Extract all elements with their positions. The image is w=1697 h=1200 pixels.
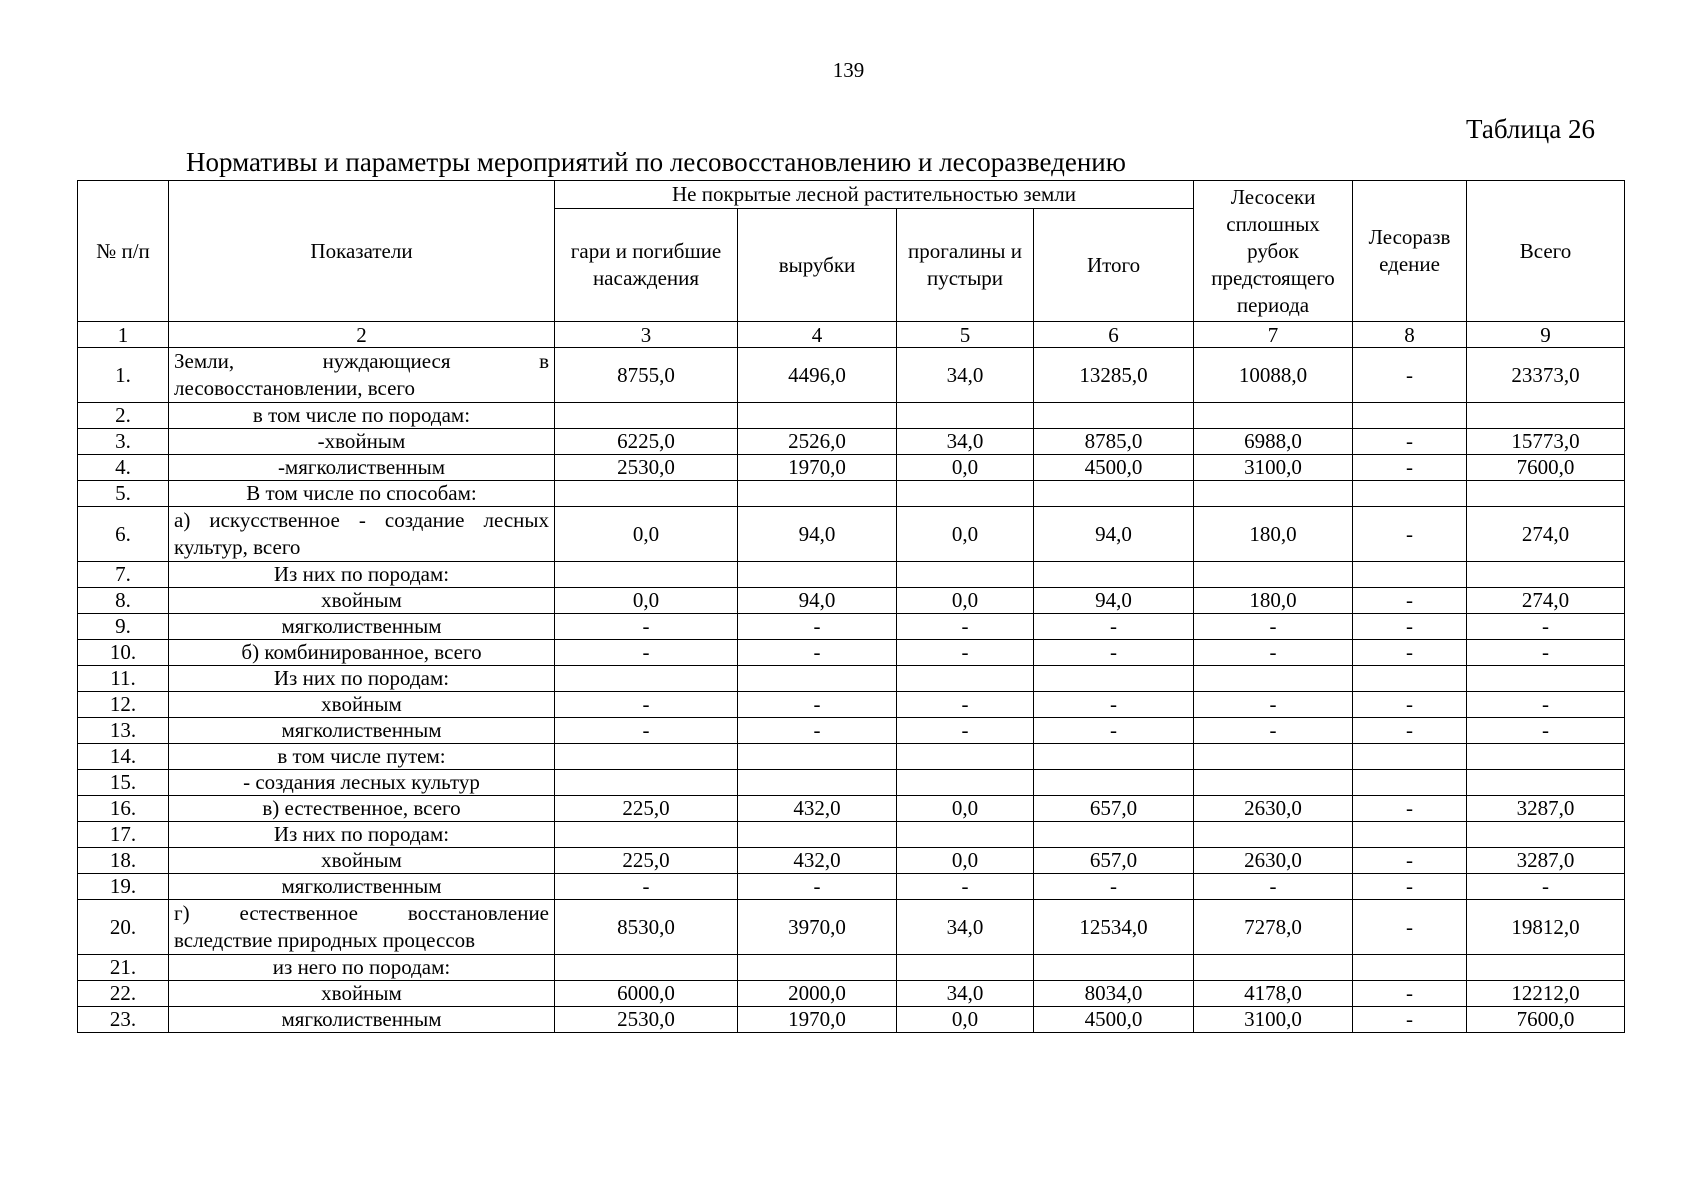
row-value [738, 481, 897, 507]
row-value [555, 481, 738, 507]
row-value: 7278,0 [1194, 900, 1353, 955]
row-value [1467, 562, 1625, 588]
header-burnt-dead-stands: гари и погибшие насаждения [555, 209, 738, 322]
row-number: 14. [78, 744, 169, 770]
table-row [78, 744, 1625, 770]
column-number: 4 [738, 322, 897, 348]
row-value [1034, 955, 1194, 981]
row-value: - [1353, 455, 1467, 481]
row-value: 0,0 [555, 588, 738, 614]
row-value [1467, 955, 1625, 981]
row-number: 1. [78, 348, 169, 403]
row-value: 225,0 [555, 848, 738, 874]
header-afforestation: Лесоразв едение [1353, 181, 1467, 322]
row-value: 0,0 [897, 1007, 1034, 1033]
row-indicator: мягколиственным [169, 874, 555, 900]
row-value: - [1034, 692, 1194, 718]
row-value: - [1353, 614, 1467, 640]
table-row [78, 614, 1625, 640]
row-number: 6. [78, 507, 169, 562]
row-value: 34,0 [897, 429, 1034, 455]
row-value: 6988,0 [1194, 429, 1353, 455]
row-value: 34,0 [897, 348, 1034, 403]
column-number: 9 [1467, 322, 1625, 348]
row-value: 8755,0 [555, 348, 738, 403]
row-value: - [1467, 718, 1625, 744]
row-indicator-line: Земли, нуждающиеся в [174, 349, 549, 373]
row-indicator: в том числе по породам: [169, 403, 555, 429]
row-value: - [897, 692, 1034, 718]
row-value [1353, 666, 1467, 692]
row-number: 3. [78, 429, 169, 455]
row-value: 7600,0 [1467, 1007, 1625, 1033]
row-value [1194, 481, 1353, 507]
row-value [738, 403, 897, 429]
row-number: 8. [78, 588, 169, 614]
header-clearcut-areas: Лесосеки сплошных рубок предстоящего периода [1194, 181, 1353, 322]
row-value [1467, 481, 1625, 507]
row-value [1353, 955, 1467, 981]
row-value [738, 666, 897, 692]
row-value [555, 770, 738, 796]
table-row [78, 455, 1625, 481]
row-value: - [1353, 900, 1467, 955]
row-value: 3100,0 [1194, 1007, 1353, 1033]
row-indicator: хвойным [169, 588, 555, 614]
row-value [738, 822, 897, 848]
row-value: - [555, 692, 738, 718]
row-value: 8530,0 [555, 900, 738, 955]
row-value [897, 822, 1034, 848]
row-value: - [1353, 588, 1467, 614]
row-value: - [555, 640, 738, 666]
row-value [1194, 562, 1353, 588]
table-row [78, 481, 1625, 507]
row-value: - [555, 614, 738, 640]
row-value [1353, 562, 1467, 588]
table-row [78, 588, 1625, 614]
row-value: - [738, 614, 897, 640]
row-number: 4. [78, 455, 169, 481]
row-value [1034, 562, 1194, 588]
row-value: 0,0 [897, 796, 1034, 822]
row-value [1467, 744, 1625, 770]
table-body [78, 348, 1625, 1033]
row-indicator: мягколиственным [169, 718, 555, 744]
row-value: - [738, 640, 897, 666]
row-value: 10088,0 [1194, 348, 1353, 403]
row-indicator: хвойным [169, 692, 555, 718]
table-row [78, 718, 1625, 744]
row-indicator-line: а) искусственное - создание лесных [174, 508, 549, 532]
row-value: 4500,0 [1034, 1007, 1194, 1033]
row-value: 94,0 [1034, 507, 1194, 562]
row-value: 3287,0 [1467, 848, 1625, 874]
row-value: - [1034, 614, 1194, 640]
row-value [897, 955, 1034, 981]
table-row [78, 403, 1625, 429]
row-value: 0,0 [897, 848, 1034, 874]
row-number: 20. [78, 900, 169, 955]
row-indicator: -мягколиственным [169, 455, 555, 481]
row-number: 21. [78, 955, 169, 981]
row-value: 274,0 [1467, 507, 1625, 562]
row-value: 657,0 [1034, 848, 1194, 874]
row-value: - [897, 614, 1034, 640]
row-value: - [1194, 692, 1353, 718]
row-value: - [1194, 614, 1353, 640]
row-value: 8034,0 [1034, 981, 1194, 1007]
row-indicator-line: вследствие природных процессов [174, 928, 476, 952]
row-value [1353, 744, 1467, 770]
row-value: - [1353, 718, 1467, 744]
table-row [78, 981, 1625, 1007]
row-value: - [1353, 874, 1467, 900]
row-value: 6225,0 [555, 429, 738, 455]
table-row [78, 429, 1625, 455]
row-number: 11. [78, 666, 169, 692]
row-value: - [1353, 507, 1467, 562]
row-value: 13285,0 [1034, 348, 1194, 403]
row-value: - [555, 874, 738, 900]
row-value: 3970,0 [738, 900, 897, 955]
row-value: 12534,0 [1034, 900, 1194, 955]
row-indicator: из него по породам: [169, 955, 555, 981]
table-row [78, 562, 1625, 588]
header-glades-wastelands: прогалины и пустыри [897, 209, 1034, 322]
row-value [897, 666, 1034, 692]
row-value: - [1353, 796, 1467, 822]
row-value: 2530,0 [555, 1007, 738, 1033]
row-number: 16. [78, 796, 169, 822]
row-value [555, 562, 738, 588]
row-value [1467, 770, 1625, 796]
row-value: - [897, 640, 1034, 666]
row-number: 17. [78, 822, 169, 848]
row-value: 4496,0 [738, 348, 897, 403]
row-value [555, 955, 738, 981]
row-value: - [738, 692, 897, 718]
row-value: 19812,0 [1467, 900, 1625, 955]
row-value [555, 403, 738, 429]
table-row [78, 692, 1625, 718]
row-value: 3100,0 [1194, 455, 1353, 481]
row-number: 10. [78, 640, 169, 666]
row-indicator-line: г) естественное восстановление [174, 901, 549, 925]
row-value [897, 770, 1034, 796]
row-indicator: Из них по породам: [169, 562, 555, 588]
page-number: 139 [832, 58, 865, 82]
row-number: 19. [78, 874, 169, 900]
row-value: - [1467, 640, 1625, 666]
table-row [78, 770, 1625, 796]
row-indicator: Из них по породам: [169, 666, 555, 692]
row-value [897, 403, 1034, 429]
header-num: № п/п [78, 181, 169, 322]
row-value [1353, 481, 1467, 507]
header-subtotal: Итого [1034, 209, 1194, 322]
row-value [1467, 822, 1625, 848]
row-value [1194, 403, 1353, 429]
row-value: - [738, 874, 897, 900]
row-value: 0,0 [555, 507, 738, 562]
row-value: 8785,0 [1034, 429, 1194, 455]
row-value [555, 666, 738, 692]
row-value [555, 822, 738, 848]
row-value: 225,0 [555, 796, 738, 822]
row-value: - [897, 718, 1034, 744]
row-value [1353, 770, 1467, 796]
row-value: 15773,0 [1467, 429, 1625, 455]
row-value: - [1034, 718, 1194, 744]
row-value [1034, 770, 1194, 796]
table-row [78, 348, 1625, 403]
column-number: 7 [1194, 322, 1353, 348]
row-number: 13. [78, 718, 169, 744]
row-value: 94,0 [1034, 588, 1194, 614]
row-number: 22. [78, 981, 169, 1007]
row-value [738, 770, 897, 796]
row-indicator: - создания лесных культур [169, 770, 555, 796]
row-indicator: мягколиственным [169, 614, 555, 640]
row-value: 6000,0 [555, 981, 738, 1007]
column-number: 6 [1034, 322, 1194, 348]
row-value [1194, 822, 1353, 848]
table-title: Нормативы и параметры мероприятий по лесовосстановлению и лесоразведению [186, 147, 1126, 177]
row-value: - [1194, 640, 1353, 666]
row-value: 274,0 [1467, 588, 1625, 614]
row-value: - [1353, 429, 1467, 455]
row-value: - [1353, 348, 1467, 403]
row-value [738, 744, 897, 770]
table-row [78, 666, 1625, 692]
row-value: - [555, 718, 738, 744]
row-value [738, 562, 897, 588]
row-value: 23373,0 [1467, 348, 1625, 403]
row-indicator [169, 900, 555, 955]
forest-restoration-table [77, 180, 1625, 1033]
row-value: 0,0 [897, 507, 1034, 562]
row-value: - [897, 874, 1034, 900]
table-row [78, 874, 1625, 900]
row-value: 3287,0 [1467, 796, 1625, 822]
table-header [78, 181, 1625, 348]
row-value: 432,0 [738, 796, 897, 822]
row-number: 12. [78, 692, 169, 718]
row-value: 2630,0 [1194, 848, 1353, 874]
row-value [897, 744, 1034, 770]
row-indicator [169, 507, 555, 562]
row-value: - [1034, 874, 1194, 900]
row-indicator [169, 348, 555, 403]
row-indicator: В том числе по способам: [169, 481, 555, 507]
row-value: - [1353, 640, 1467, 666]
table-row [78, 900, 1625, 955]
column-numbers-row [78, 322, 1625, 348]
row-value: - [1467, 874, 1625, 900]
row-value: 94,0 [738, 507, 897, 562]
row-value [1034, 481, 1194, 507]
row-value: 4178,0 [1194, 981, 1353, 1007]
row-value: - [1034, 640, 1194, 666]
table-row [78, 640, 1625, 666]
row-value [1034, 744, 1194, 770]
table-row [78, 796, 1625, 822]
row-value: 432,0 [738, 848, 897, 874]
row-value: - [1467, 692, 1625, 718]
row-value: 2000,0 [738, 981, 897, 1007]
row-value: - [1467, 614, 1625, 640]
row-value: 1970,0 [738, 455, 897, 481]
row-number: 15. [78, 770, 169, 796]
column-number: 5 [897, 322, 1034, 348]
row-value [1467, 403, 1625, 429]
row-indicator: б) комбинированное, всего [169, 640, 555, 666]
table-row [78, 848, 1625, 874]
row-value [1353, 822, 1467, 848]
row-value: 7600,0 [1467, 455, 1625, 481]
column-number: 3 [555, 322, 738, 348]
row-indicator: Из них по породам: [169, 822, 555, 848]
row-indicator: в том числе путем: [169, 744, 555, 770]
row-value: 180,0 [1194, 588, 1353, 614]
row-indicator: мягколиственным [169, 1007, 555, 1033]
row-number: 18. [78, 848, 169, 874]
row-number: 5. [78, 481, 169, 507]
row-value: 0,0 [897, 455, 1034, 481]
row-value: 4500,0 [1034, 455, 1194, 481]
row-value: 12212,0 [1467, 981, 1625, 1007]
table-row [78, 507, 1625, 562]
row-value [1353, 403, 1467, 429]
header-total: Всего [1467, 181, 1625, 322]
row-value [1194, 955, 1353, 981]
row-value: - [1353, 1007, 1467, 1033]
row-value: 2526,0 [738, 429, 897, 455]
header-group-uncovered-lands: Не покрытые лесной растительностью земли [555, 181, 1194, 209]
row-value: 34,0 [897, 981, 1034, 1007]
row-value [1034, 822, 1194, 848]
row-value: 657,0 [1034, 796, 1194, 822]
row-indicator: хвойным [169, 981, 555, 1007]
row-value: - [1194, 718, 1353, 744]
row-number: 23. [78, 1007, 169, 1033]
row-value: - [1353, 981, 1467, 1007]
row-value [1034, 403, 1194, 429]
row-indicator: хвойным [169, 848, 555, 874]
row-value [897, 481, 1034, 507]
row-value [1467, 666, 1625, 692]
row-value [738, 955, 897, 981]
row-value: 0,0 [897, 588, 1034, 614]
row-value: - [1194, 874, 1353, 900]
table-row [78, 1007, 1625, 1033]
row-value: 34,0 [897, 900, 1034, 955]
row-value [555, 744, 738, 770]
column-number: 1 [78, 322, 169, 348]
row-value: 94,0 [738, 588, 897, 614]
header-cuttings: вырубки [738, 209, 897, 322]
row-value [1034, 666, 1194, 692]
table-label: Таблица 26 [1466, 114, 1595, 144]
row-value: 2630,0 [1194, 796, 1353, 822]
row-value [1194, 744, 1353, 770]
row-value: - [1353, 848, 1467, 874]
row-number: 2. [78, 403, 169, 429]
table-row [78, 822, 1625, 848]
header-indicators: Показатели [169, 181, 555, 322]
row-value: - [1353, 692, 1467, 718]
row-value [897, 562, 1034, 588]
row-value: - [738, 718, 897, 744]
row-indicator-line: культур, всего [174, 535, 301, 559]
row-value [1194, 666, 1353, 692]
row-indicator: в) естественное, всего [169, 796, 555, 822]
row-indicator: -хвойным [169, 429, 555, 455]
table-row [78, 955, 1625, 981]
row-number: 9. [78, 614, 169, 640]
row-value: 180,0 [1194, 507, 1353, 562]
column-number: 8 [1353, 322, 1467, 348]
row-indicator-line: лесовосстановлении, всего [174, 376, 416, 400]
row-value [1194, 770, 1353, 796]
row-value: 1970,0 [738, 1007, 897, 1033]
row-number: 7. [78, 562, 169, 588]
column-number: 2 [169, 322, 555, 348]
row-value: 2530,0 [555, 455, 738, 481]
